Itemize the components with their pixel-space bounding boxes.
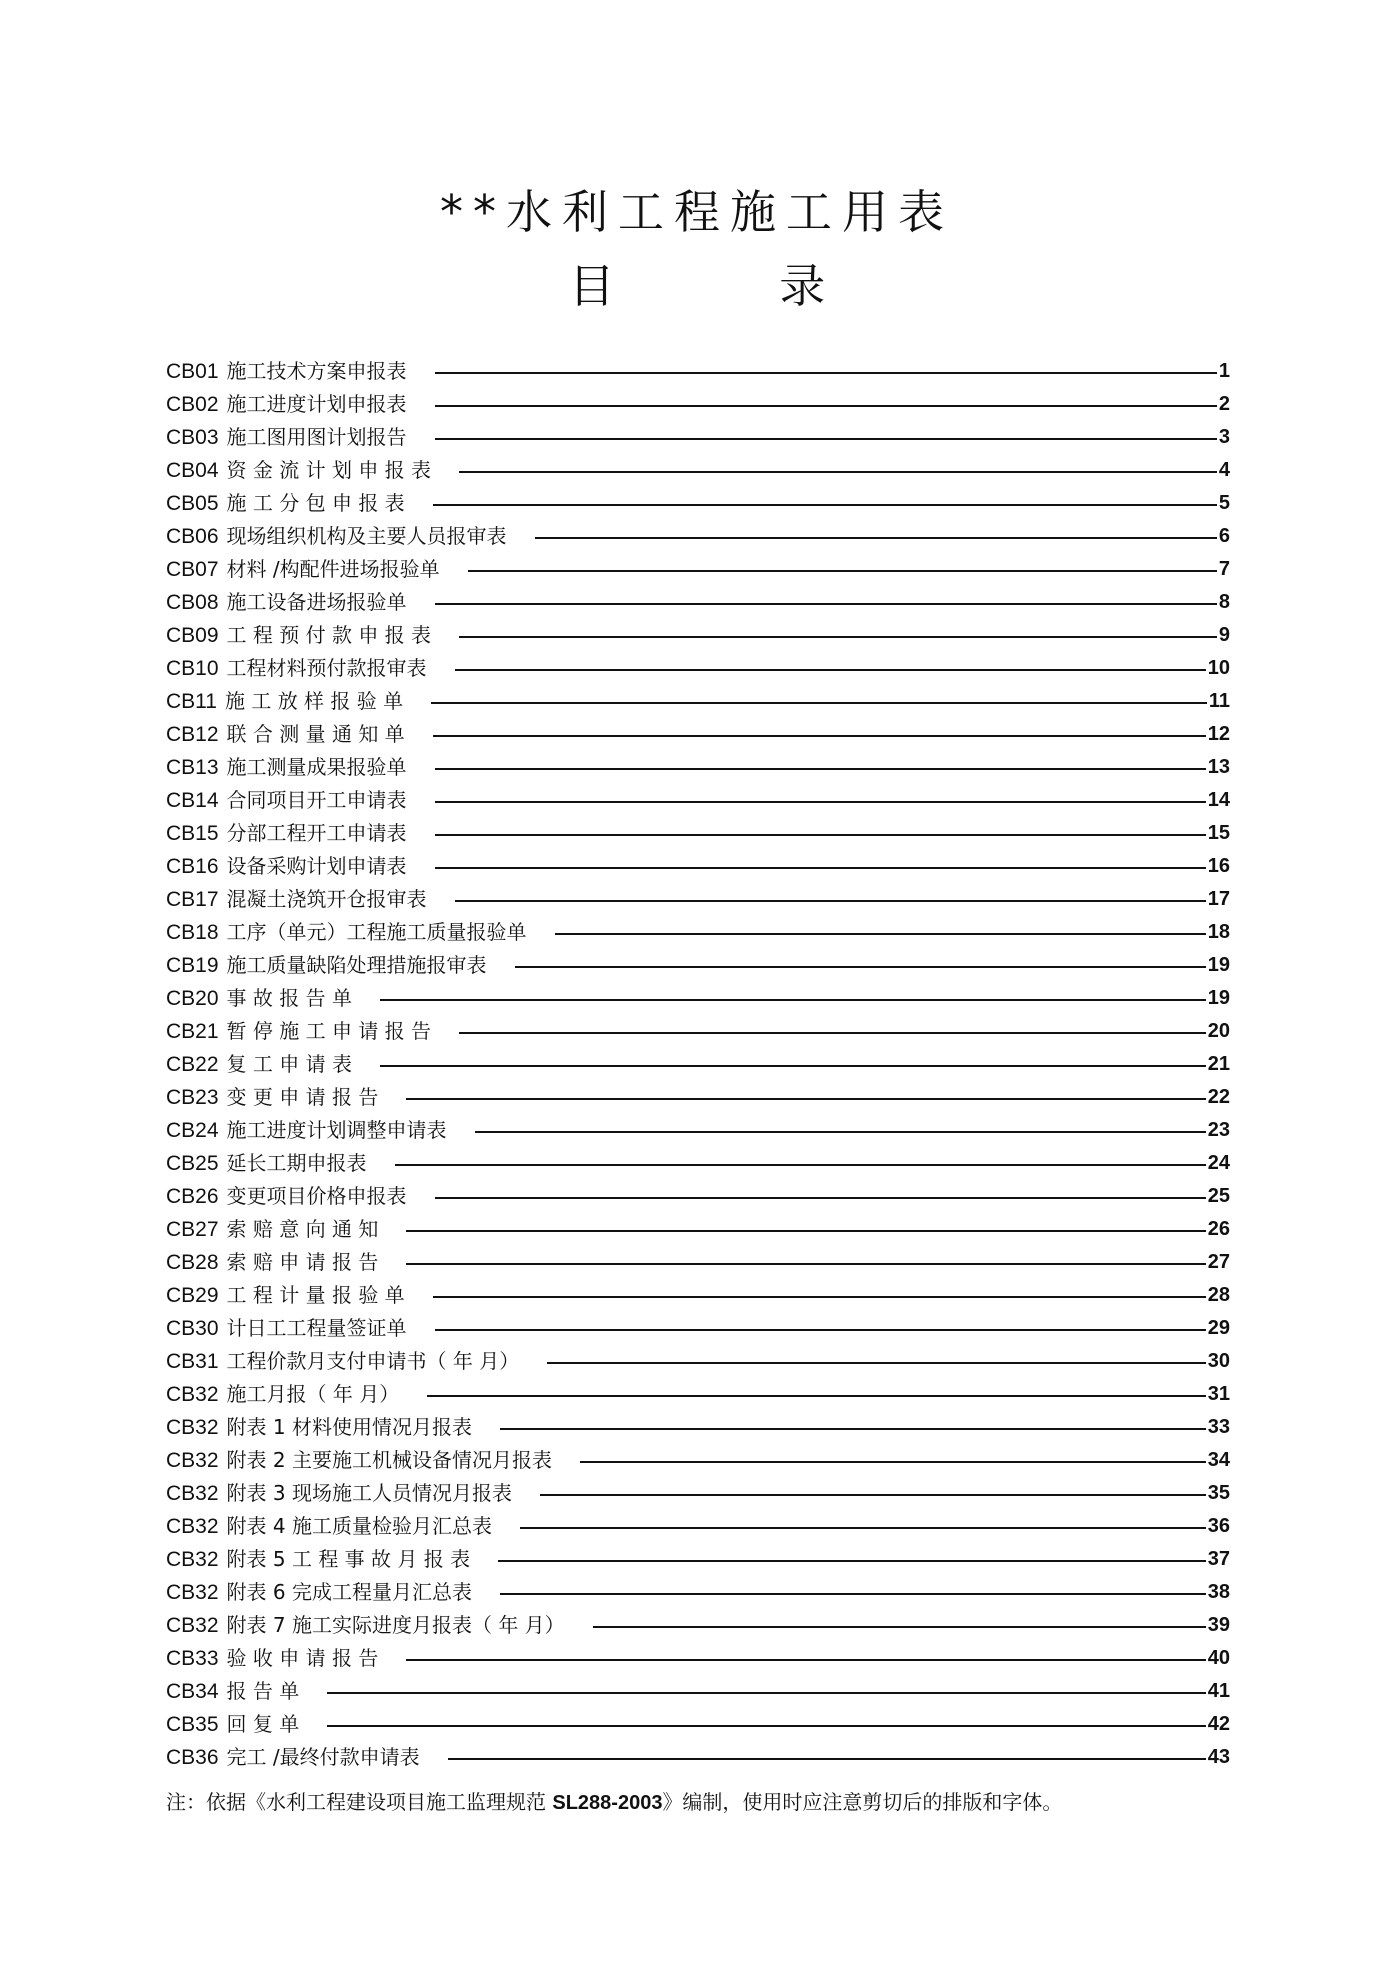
toc-title: 索 赔 意 向 通 知	[226, 1217, 379, 1241]
toc-code: CB22	[166, 1053, 219, 1076]
toc-row	[166, 388, 1230, 421]
toc-leader	[435, 603, 1217, 605]
toc-page-number: 4	[1218, 459, 1230, 481]
toc-code: CB32	[166, 1482, 219, 1505]
toc-row	[166, 685, 1230, 718]
toc-title: 回 复 单	[226, 1712, 300, 1736]
toc-row	[166, 1015, 1230, 1048]
toc-page-number: 25	[1207, 1185, 1230, 1207]
toc-row	[166, 1642, 1230, 1675]
toc-code: CB32	[166, 1515, 219, 1538]
toc-row	[166, 1510, 1230, 1543]
toc-page-number: 42	[1207, 1713, 1230, 1735]
toc-code: CB21	[166, 1020, 219, 1043]
toc-leader	[459, 636, 1217, 638]
toc-title: 资 金 流 计 划 申 报 表	[226, 458, 432, 482]
toc-row	[166, 1477, 1230, 1510]
toc-title: 材料 /构配件进场报验单	[226, 557, 440, 581]
toc-title: 事 故 报 告 单	[226, 986, 352, 1010]
toc-row	[166, 1081, 1230, 1114]
toc-code: CB19	[166, 954, 219, 977]
toc-leader	[515, 966, 1206, 968]
toc-leader	[500, 1593, 1206, 1595]
toc-row	[166, 1411, 1230, 1444]
toc-row	[166, 949, 1230, 982]
toc-title: 施工测量成果报验单	[226, 755, 407, 779]
toc-title: 工 程 预 付 款 申 报 表	[226, 623, 432, 647]
toc-leader	[395, 1164, 1206, 1166]
toc-page-number: 19	[1207, 987, 1230, 1009]
toc-row	[166, 1345, 1230, 1378]
toc-row	[166, 850, 1230, 883]
toc-page-number: 15	[1207, 822, 1230, 844]
toc-leader	[406, 1230, 1205, 1232]
toc-title: 合同项目开工申请表	[226, 788, 407, 812]
toc-title: 附表 3 现场施工人员情况月报表	[226, 1481, 512, 1505]
toc-leader	[433, 1296, 1206, 1298]
toc-code: CB05	[166, 492, 219, 515]
toc-title: 计日工工程量签证单	[226, 1316, 407, 1340]
toc-page-number: 31	[1207, 1383, 1230, 1405]
toc-page-number: 34	[1207, 1449, 1230, 1471]
toc-code: CB06	[166, 525, 219, 548]
toc-title: 施工月报（ 年 月）	[226, 1382, 400, 1406]
toc-code: CB03	[166, 426, 219, 449]
footnote-suffix: 》编制，使用时应注意剪切后的排版和字体。	[662, 1790, 1063, 1814]
toc-leader	[435, 834, 1206, 836]
toc-leader	[580, 1461, 1206, 1463]
toc-leader	[431, 702, 1207, 704]
toc-row	[166, 1048, 1230, 1081]
toc-leader	[435, 768, 1206, 770]
toc-title: 现场组织机构及主要人员报审表	[226, 524, 507, 548]
toc-page-number: 5	[1218, 492, 1230, 514]
toc-leader	[427, 1395, 1206, 1397]
toc-row	[166, 1114, 1230, 1147]
toc-page-number: 27	[1207, 1251, 1230, 1273]
toc-code: CB17	[166, 888, 219, 911]
toc-code: CB27	[166, 1218, 219, 1241]
toc-title: 工 程 计 量 报 验 单	[226, 1283, 405, 1307]
toc-code: CB12	[166, 723, 219, 746]
toc-title: 分部工程开工申请表	[226, 821, 407, 845]
toc-page-number: 26	[1207, 1218, 1230, 1240]
toc-page-number: 38	[1207, 1581, 1230, 1603]
toc-code: CB34	[166, 1680, 219, 1703]
toc-leader	[593, 1626, 1206, 1628]
toc-code: CB36	[166, 1746, 219, 1769]
toc-leader	[380, 999, 1206, 1001]
toc-title: 变 更 申 请 报 告	[226, 1085, 379, 1109]
toc-row	[166, 454, 1230, 487]
toc-leader	[435, 1197, 1206, 1199]
toc-page-number: 2	[1218, 393, 1230, 415]
toc-leader	[535, 537, 1217, 539]
toc-row	[166, 1543, 1230, 1576]
toc-page-number: 6	[1218, 525, 1230, 547]
toc-code: CB32	[166, 1548, 219, 1571]
toc-page-number: 30	[1207, 1350, 1230, 1372]
toc-code: CB04	[166, 459, 219, 482]
toc-title: 验 收 申 请 报 告	[226, 1646, 379, 1670]
toc-title: 施 工 分 包 申 报 表	[226, 491, 405, 515]
toc-page-number: 40	[1207, 1647, 1230, 1669]
toc-row	[166, 1675, 1230, 1708]
toc-leader	[406, 1659, 1205, 1661]
toc-leader	[520, 1527, 1206, 1529]
toc-code: CB35	[166, 1713, 219, 1736]
toc-row	[166, 355, 1230, 388]
toc-page-number: 9	[1218, 624, 1230, 646]
toc-leader	[435, 405, 1217, 407]
toc-page-number: 39	[1207, 1614, 1230, 1636]
toc-code: CB25	[166, 1152, 219, 1175]
toc-code: CB20	[166, 987, 219, 1010]
toc-title: 附表 7 施工实际进度月报表（ 年 月）	[226, 1613, 565, 1637]
toc-leader	[475, 1131, 1206, 1133]
page-title: **水利工程施工用表	[440, 185, 954, 239]
toc-leader	[498, 1560, 1206, 1562]
toc-row	[166, 619, 1230, 652]
toc-code: CB13	[166, 756, 219, 779]
toc-title: 工程材料预付款报审表	[226, 656, 427, 680]
toc-title: 附表 2 主要施工机械设备情况月报表	[226, 1448, 552, 1472]
toc-code: CB01	[166, 360, 219, 383]
page-subtitle: 目 录	[568, 259, 826, 313]
toc-row	[166, 1576, 1230, 1609]
toc-row	[166, 652, 1230, 685]
toc-code: CB11	[166, 690, 217, 713]
toc-row	[166, 1609, 1230, 1642]
toc-leader	[455, 669, 1206, 671]
toc-title: 附表 1 材料使用情况月报表	[226, 1415, 472, 1439]
toc-row	[166, 487, 1230, 520]
toc-leader	[327, 1725, 1206, 1727]
toc-page-number: 17	[1207, 888, 1230, 910]
toc-code: CB07	[166, 558, 219, 581]
toc-page-number: 1	[1218, 360, 1230, 382]
toc-row	[166, 421, 1230, 454]
toc-title: 延长工期申报表	[226, 1151, 367, 1175]
toc-leader	[435, 801, 1206, 803]
toc-page-number: 18	[1207, 921, 1230, 943]
toc-code: CB24	[166, 1119, 219, 1142]
toc-page-number: 21	[1207, 1053, 1230, 1075]
toc-leader	[435, 867, 1206, 869]
toc-page-number: 12	[1207, 723, 1230, 745]
toc-page-number: 24	[1207, 1152, 1230, 1174]
toc-leader	[435, 372, 1217, 374]
toc-code: CB18	[166, 921, 219, 944]
toc-leader	[459, 471, 1217, 473]
toc-title: 附表 5 工 程 事 故 月 报 表	[226, 1547, 471, 1571]
toc-row	[166, 817, 1230, 850]
toc-row	[166, 520, 1230, 553]
toc-page-number: 19	[1207, 954, 1230, 976]
toc-row	[166, 1279, 1230, 1312]
toc-page-number: 43	[1207, 1746, 1230, 1768]
toc-leader	[435, 1329, 1206, 1331]
toc-code: CB32	[166, 1581, 219, 1604]
toc-page-number: 7	[1218, 558, 1230, 580]
toc-title: 变更项目价格申报表	[226, 1184, 407, 1208]
toc-leader	[406, 1098, 1205, 1100]
toc-code: CB32	[166, 1383, 219, 1406]
toc-leader	[500, 1428, 1206, 1430]
toc-code: CB23	[166, 1086, 219, 1109]
toc-code: CB16	[166, 855, 219, 878]
toc-title: 施工图用图计划报告	[226, 425, 407, 449]
toc-row	[166, 553, 1230, 586]
toc-title: 复 工 申 请 表	[226, 1052, 352, 1076]
toc-row	[166, 1213, 1230, 1246]
toc-row	[166, 718, 1230, 751]
toc-page-number: 35	[1207, 1482, 1230, 1504]
toc-page-number: 14	[1207, 789, 1230, 811]
toc-title: 施工质量缺陷处理措施报审表	[226, 953, 487, 977]
toc-leader	[459, 1032, 1206, 1034]
toc-row	[166, 1378, 1230, 1411]
footnote-prefix: 注：依据《水利工程建设项目施工监理规范	[166, 1790, 553, 1814]
toc-title: 施工技术方案申报表	[226, 359, 407, 383]
footnote-standard-code: SL288-2003	[552, 1792, 663, 1814]
toc-page-number: 41	[1207, 1680, 1230, 1702]
toc-code: CB32	[166, 1416, 219, 1439]
toc-title: 工程价款月支付申请书（ 年 月）	[226, 1349, 520, 1373]
toc-page-number: 8	[1218, 591, 1230, 613]
toc-row	[166, 1708, 1230, 1741]
toc-leader	[406, 1263, 1205, 1265]
toc-row	[166, 1246, 1230, 1279]
toc-leader	[380, 1065, 1206, 1067]
toc-title: 施 工 放 样 报 验 单	[224, 689, 404, 713]
toc-title: 暂 停 施 工 申 请 报 告	[226, 1019, 432, 1043]
toc-page-number: 36	[1207, 1515, 1230, 1537]
toc-page-number: 33	[1207, 1416, 1230, 1438]
toc-title: 设备采购计划申请表	[226, 854, 407, 878]
toc-title: 报 告 单	[226, 1679, 300, 1703]
toc-page-number: 20	[1207, 1020, 1230, 1042]
toc-code: CB32	[166, 1614, 219, 1637]
toc-title: 施工进度计划调整申请表	[226, 1118, 447, 1142]
toc-row	[166, 1147, 1230, 1180]
toc-page-number: 28	[1207, 1284, 1230, 1306]
toc-code: CB09	[166, 624, 219, 647]
table-of-contents	[166, 355, 1230, 1774]
toc-title: 附表 6 完成工程量月汇总表	[226, 1580, 472, 1604]
toc-row	[166, 586, 1230, 619]
toc-row	[166, 784, 1230, 817]
toc-row	[166, 1312, 1230, 1345]
toc-leader	[540, 1494, 1206, 1496]
toc-leader	[448, 1758, 1206, 1760]
toc-code: CB14	[166, 789, 219, 812]
toc-code: CB33	[166, 1647, 219, 1670]
toc-code: CB02	[166, 393, 219, 416]
toc-row	[166, 1180, 1230, 1213]
toc-title: 附表 4 施工质量检验月汇总表	[226, 1514, 492, 1538]
toc-page-number: 10	[1207, 657, 1230, 679]
toc-code: CB31	[166, 1350, 219, 1373]
toc-page-number: 11	[1208, 690, 1230, 712]
toc-page-number: 29	[1207, 1317, 1230, 1339]
toc-title: 完工 /最终付款申请表	[226, 1745, 420, 1769]
toc-leader	[433, 735, 1206, 737]
toc-title: 联 合 测 量 通 知 单	[226, 722, 405, 746]
footnote	[166, 1787, 1266, 1818]
toc-code: CB08	[166, 591, 219, 614]
toc-leader	[547, 1362, 1206, 1364]
toc-page-number: 13	[1207, 756, 1230, 778]
toc-code: CB15	[166, 822, 219, 845]
toc-row	[166, 1444, 1230, 1477]
toc-code: CB30	[166, 1317, 219, 1340]
toc-leader	[433, 504, 1217, 506]
toc-code: CB10	[166, 657, 219, 680]
toc-code: CB32	[166, 1449, 219, 1472]
toc-row	[166, 751, 1230, 784]
toc-row	[166, 916, 1230, 949]
toc-page-number: 16	[1207, 855, 1230, 877]
toc-title: 工序（单元）工程施工质量报验单	[226, 920, 527, 944]
toc-code: CB26	[166, 1185, 219, 1208]
toc-title: 索 赔 申 请 报 告	[226, 1250, 379, 1274]
toc-leader	[327, 1692, 1206, 1694]
toc-leader	[455, 900, 1206, 902]
toc-page-number: 23	[1207, 1119, 1230, 1141]
toc-row	[166, 883, 1230, 916]
toc-page-number: 3	[1218, 426, 1230, 448]
toc-title: 施工进度计划申报表	[226, 392, 407, 416]
toc-title: 混凝土浇筑开仓报审表	[226, 887, 427, 911]
toc-title: 施工设备进场报验单	[226, 590, 407, 614]
toc-code: CB28	[166, 1251, 219, 1274]
toc-row	[166, 1741, 1230, 1774]
toc-page-number: 37	[1207, 1548, 1230, 1570]
toc-leader	[435, 438, 1217, 440]
toc-page-number: 22	[1207, 1086, 1230, 1108]
toc-leader	[555, 933, 1206, 935]
toc-leader	[468, 570, 1217, 572]
toc-code: CB29	[166, 1284, 219, 1307]
toc-row	[166, 982, 1230, 1015]
